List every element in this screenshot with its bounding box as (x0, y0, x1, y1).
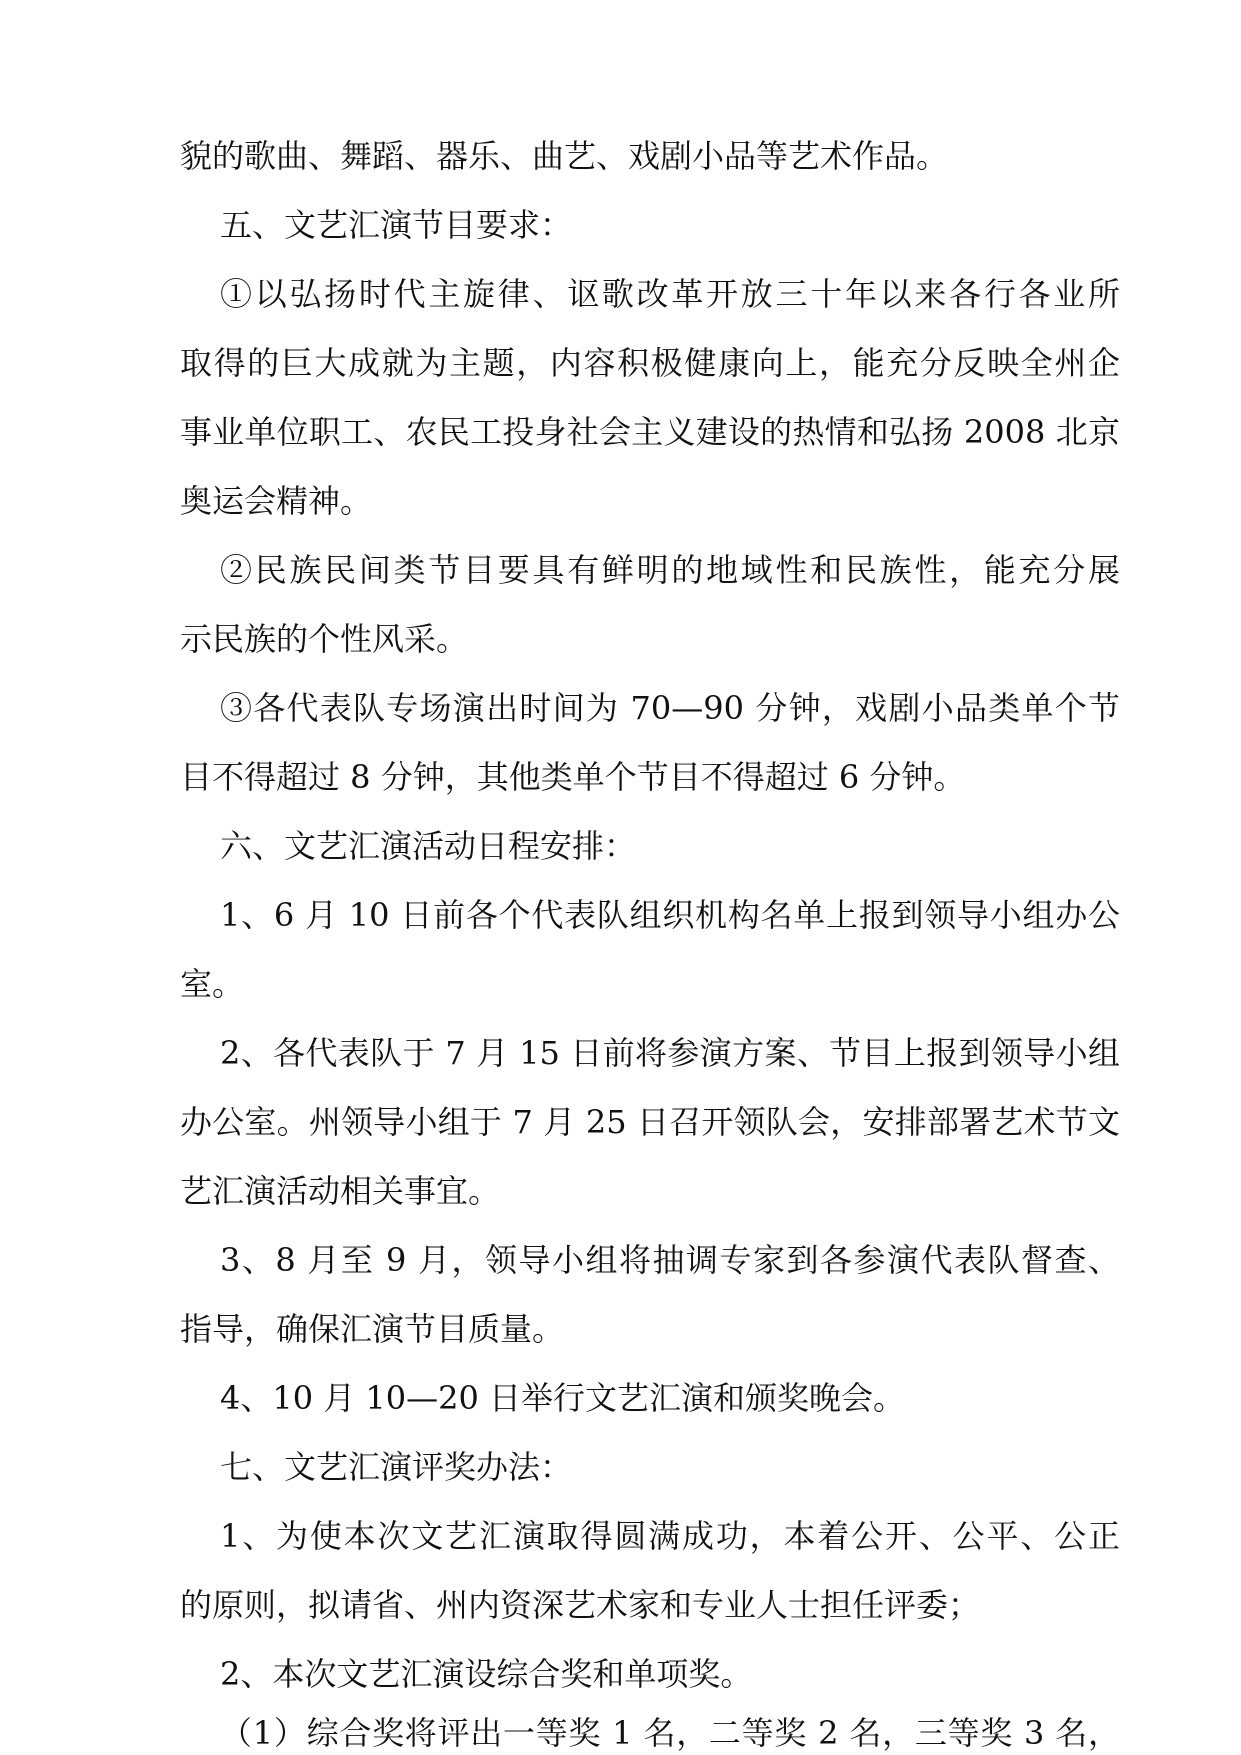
paragraph-line: 1、6 月 10 日前各个代表队组织机构名单上报到领导小组办公 (220, 896, 1120, 934)
paragraph-line: 目不得超过 8 分钟，其他类单个节目不得超过 6 分钟。 (180, 758, 966, 796)
paragraph-line: 办公室。州领导小组于 7 月 25 日召开领队会，安排部署艺术节文 (180, 1103, 1120, 1141)
paragraph-line: 貌的歌曲、舞蹈、器乐、曲艺、戏剧小品等艺术作品。 (180, 137, 949, 175)
paragraph-line: ①以弘扬时代主旋律、讴歌改革开放三十年以来各行各业所 (220, 275, 1120, 313)
paragraph-line: 指导，确保汇演节目质量。 (180, 1310, 565, 1348)
paragraph-line: （1）综合奖将评出一等奖 1 名，二等奖 2 名，三等奖 3 名， (220, 1714, 1120, 1752)
paragraph-line: 事业单位职工、农民工投身社会主义建设的热情和弘扬 2008 北京 (180, 413, 1120, 451)
paragraph-line: 取得的巨大成就为主题，内容积极健康向上，能充分反映全州企 (180, 344, 1120, 382)
paragraph-line: 室。 (180, 965, 245, 1003)
section-heading: 六、文艺汇演活动日程安排： (220, 827, 637, 865)
section-heading: 五、文艺汇演节目要求： (220, 206, 573, 244)
paragraph-line: 2、本次文艺汇演设综合奖和单项奖。 (220, 1655, 753, 1693)
section-heading: 七、文艺汇演评奖办法： (220, 1448, 573, 1486)
paragraph-line: 1、为使本次文艺汇演取得圆满成功，本着公开、公平、公正 (220, 1517, 1120, 1555)
paragraph-line: 4、10 月 10—20 日举行文艺汇演和颁奖晚会。 (220, 1379, 906, 1417)
paragraph-line: ③各代表队专场演出时间为 70—90 分钟，戏剧小品类单个节 (220, 689, 1120, 727)
paragraph-line: 2、各代表队于 7 月 15 日前将参演方案、节目上报到领导小组 (220, 1034, 1120, 1072)
paragraph-line: 的原则，拟请省、州内资深艺术家和专业人士担任评委； (180, 1586, 981, 1624)
paragraph-line: 艺汇演活动相关事宜。 (180, 1172, 501, 1210)
paragraph-line: 3、8 月至 9 月，领导小组将抽调专家到各参演代表队督查、 (220, 1241, 1120, 1279)
paragraph-line: 示民族的个性风采。 (180, 620, 469, 658)
paragraph-line: 奥运会精神。 (180, 482, 373, 520)
paragraph-line: ②民族民间类节目要具有鲜明的地域性和民族性，能充分展 (220, 551, 1120, 589)
